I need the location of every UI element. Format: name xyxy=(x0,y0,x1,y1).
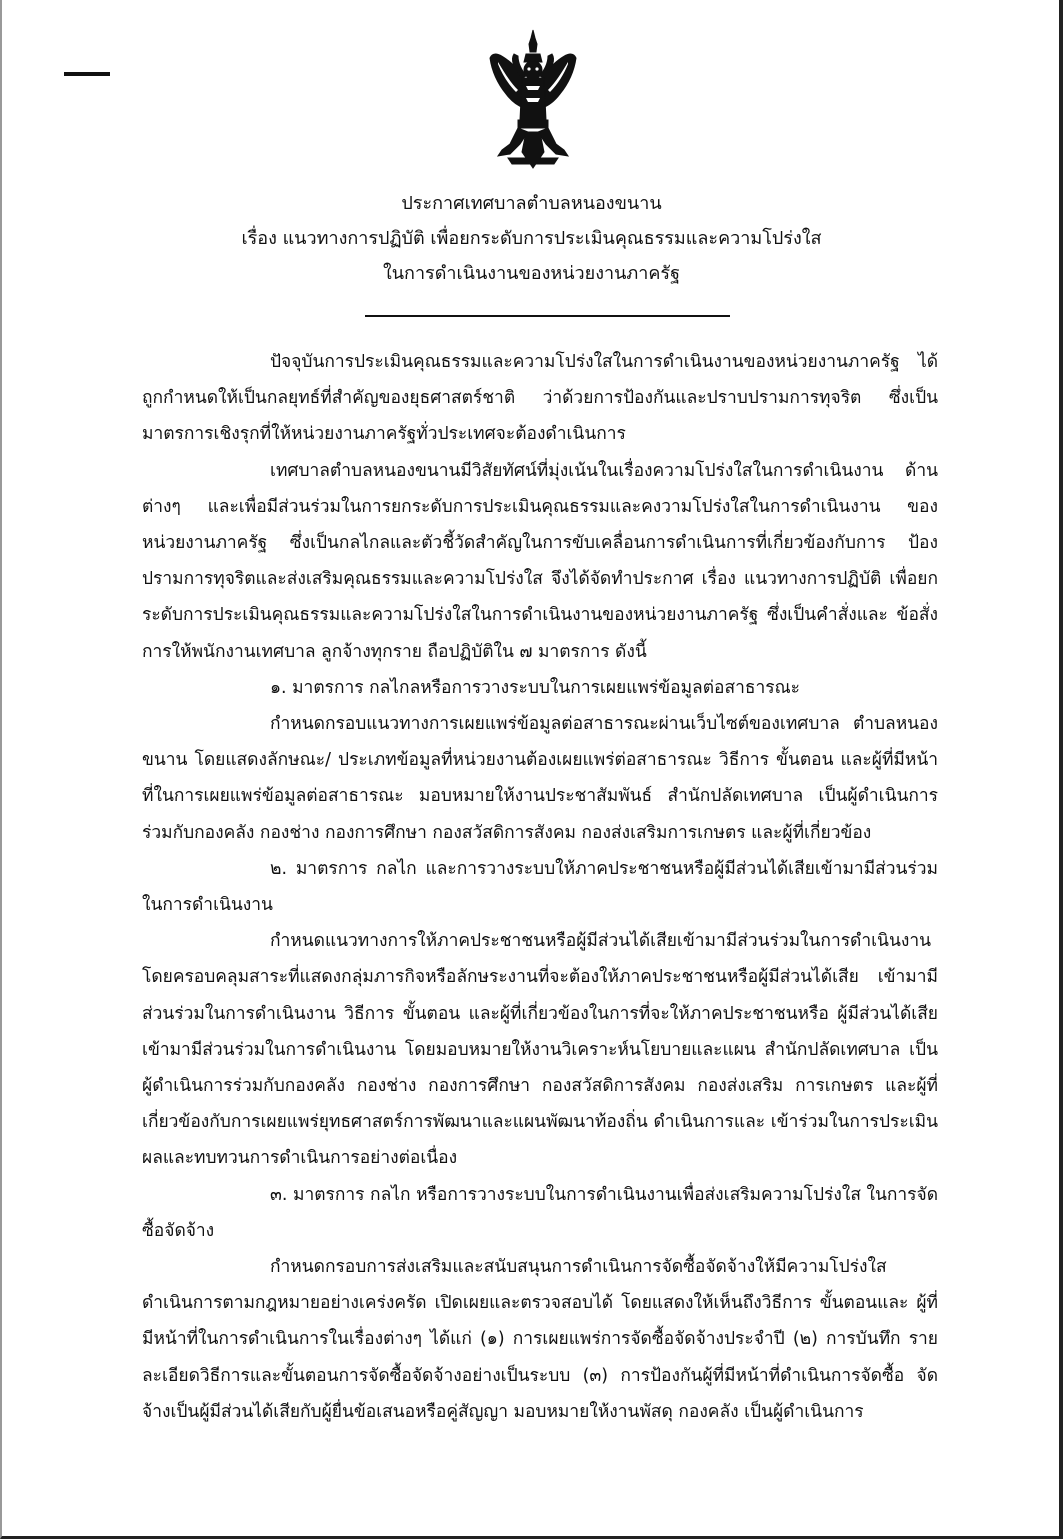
paragraph-intro: ปัจจุบันการประเมินคุณธรรมและความโปร่งใสในการดำเนินงานของหน่วยงานภาครัฐ ได้ถูกกำหนดให้เป็นกลยุทธ์ที่สำคัญของยุธศาสตร์ชาติ ว่าด้วยการป้องกันและปราบปรามการทุจริต ซึ่งเป็นมาตรการเชิงรุกที่ให้หน่วยงานภาครัฐทั่วประเทศจะต้องดำเนินการ xyxy=(142,352,938,445)
header-issuer: ประกาศเทศบาลตำบลหนองขนาน xyxy=(401,193,662,214)
measure-1-detail: กำหนดกรอบแนวทางการเผยแพร่ข้อมูลต่อสาธารณะผ่านเว็บไซต์ของเทศบาล ตำบลหนองขนาน โดยแสดงลักษณะ/ ประเภทข้อมูลที่หน่วยงานต้องเผยแพร่ต่อสาธารณะ วิธีการ ขั้นตอน และผู้ที่มีหน้าที่ในการเผยแพร่ข้อมูลต่อสาธารณะ มอบหมายให้งานประชาสัมพันธ์ สำนักปลัดเทศบาล เป็นผู้ดำเนินการร่วมกับกองคลัง กองช่าง กองการศึกษา กองสวัสดิการสังคม กองส่งเสริมการเกษตร และผู้ที่เกี่ยวข้อง xyxy=(142,714,938,843)
measure-3-detail: กำหนดกรอบการส่งเสริมและสนับสนุนการดำเนินการจัดซื้อจัดจ้างให้มีความโปร่งใส ดำเนินการตามกฎหมายอย่างเคร่งครัด เปิดเผยและตรวจสอบได้ โดยแสดงให้เห็นถึงวิธีการ ขั้นตอนและ ผู้ที่มีหน้าที่ในการดำเนินการในเรื่องต่างๆ ได้แก่ (๑) การเผยแพร่การจัดซื้อจัดจ้างประจำปี (๒) การบันทึก รายละเอียดวิธีการและขั้นตอนการจัดซื้อจัดจ้างอย่างเป็นระบบ (๓) การป้องกันผู้ที่มีหน้าที่ดำเนินการจัดซื้อ จัดจ้างเป็นผู้มีส่วนได้เสียกับผู้ยื่นข้อเสนอหรือคู่สัญญา มอบหมายให้งานพัสดุ กองคลัง เป็นผู้ดำเนินการ xyxy=(142,1257,938,1422)
header-divider xyxy=(365,315,730,317)
garuda-emblem-icon xyxy=(488,28,578,178)
measure-2-detail: กำหนดแนวทางการให้ภาคประชาชนหรือผู้มีส่วนได้เสียเข้ามามีส่วนร่วมในการดำเนินงาน โดยครอบคลุมสาระที่แสดงกลุ่มภารกิจหรือลักษระงานที่จะต้องให้ภาคประชาชนหรือผู้มีส่วนได้เสีย เข้ามามีส่วนร่วมในการดำเนินงาน วิธีการ ขั้นตอน และผู้ที่เกี่ยวข้องในการที่จะให้ภาคประชาชนหรือ ผู้มีส่วนได้เสียเข้ามามีส่วนร่วมในการดำเนินงาน โดยมอบหมายให้งานวิเคราะห์นโยบายและแผน สำนักปลัดเทศบาล เป็นผู้ดำเนินการร่วมกับกองคลัง กองช่าง กองการศึกษา กองสวัสดิการสังคม กองส่งเสริม การเกษตร และผู้ที่เกี่ยวข้องกับการเผยแพร่ยุทธศาสตร์การพัฒนาและแผนพัฒนาท้องถิ่น ดำเนินการและ เข้าร่วมในการประเมินผลและทบทวนการดำเนินการอย่างต่อเนื่อง xyxy=(142,931,938,1169)
header-subject-cont: ในการดำเนินงานของหน่วยงานภาครัฐ xyxy=(382,263,681,284)
announcement-body xyxy=(142,344,938,1430)
announcement-header xyxy=(0,186,1063,291)
paragraph-vision: เทศบาลตำบลหนองขนานมีวิสัยทัศน์ที่มุ่งเน้นในเรื่องความโปร่งใสในการดำเนินงาน ด้านต่างๆ และเพื่อมีส่วนร่วมในการยกระดับการประเมินคุณธรรมและคงวามโปร่งใสในการดำเนินงาน ของหน่วยงานภาครัฐ ซึ่งเป็นกลไกลและตัวชี้วัดสำคัญในการขับเคลื่อนการดำเนินการที่เกี่ยวข้องกับการ ป้องปรามการทุจริตและส่งเสริมคุณธรรมและความโปร่งใส จึงได้จัดทำประกาศ เรื่อง แนวทางการปฏิบัติ เพื่อยกระดับการประเมินคุณธรรมและความโปร่งใสในการดำเนินงานของหน่วยงานภาครัฐ ซึ่งเป็นคำสั่งและ ข้อสั่งการให้พนักงานเทศบาล ลูกจ้างทุกราย ถือปฏิบัติใน ๗ มาตรการ ดังนี้ xyxy=(142,460,938,662)
measure-2-title: ๒. มาตรการ กลไก และการวางระบบให้ภาคประชาชนหรือผู้มีส่วนได้เสียเข้ามามีส่วนร่วม ในการดำเนินงาน xyxy=(142,858,938,916)
header-subject: เรื่อง แนวทางการปฏิบัติ เพื่อยกระดับการประเมินคุณธรรมและความโปร่งใส xyxy=(241,228,822,249)
corner-mark xyxy=(64,72,110,76)
measure-3-title: ๓. มาตรการ กลไก หรือการวางระบบในการดำเนินงานเพื่อส่งเสริมความโปร่งใส ในการจัดซื้อจัดจ้าง xyxy=(142,1184,938,1241)
measure-1-title: ๑. มาตรการ กลไกลหรือการวางระบบในการเผยแพร่ข้อมูลต่อสาธารณะ xyxy=(270,677,801,698)
